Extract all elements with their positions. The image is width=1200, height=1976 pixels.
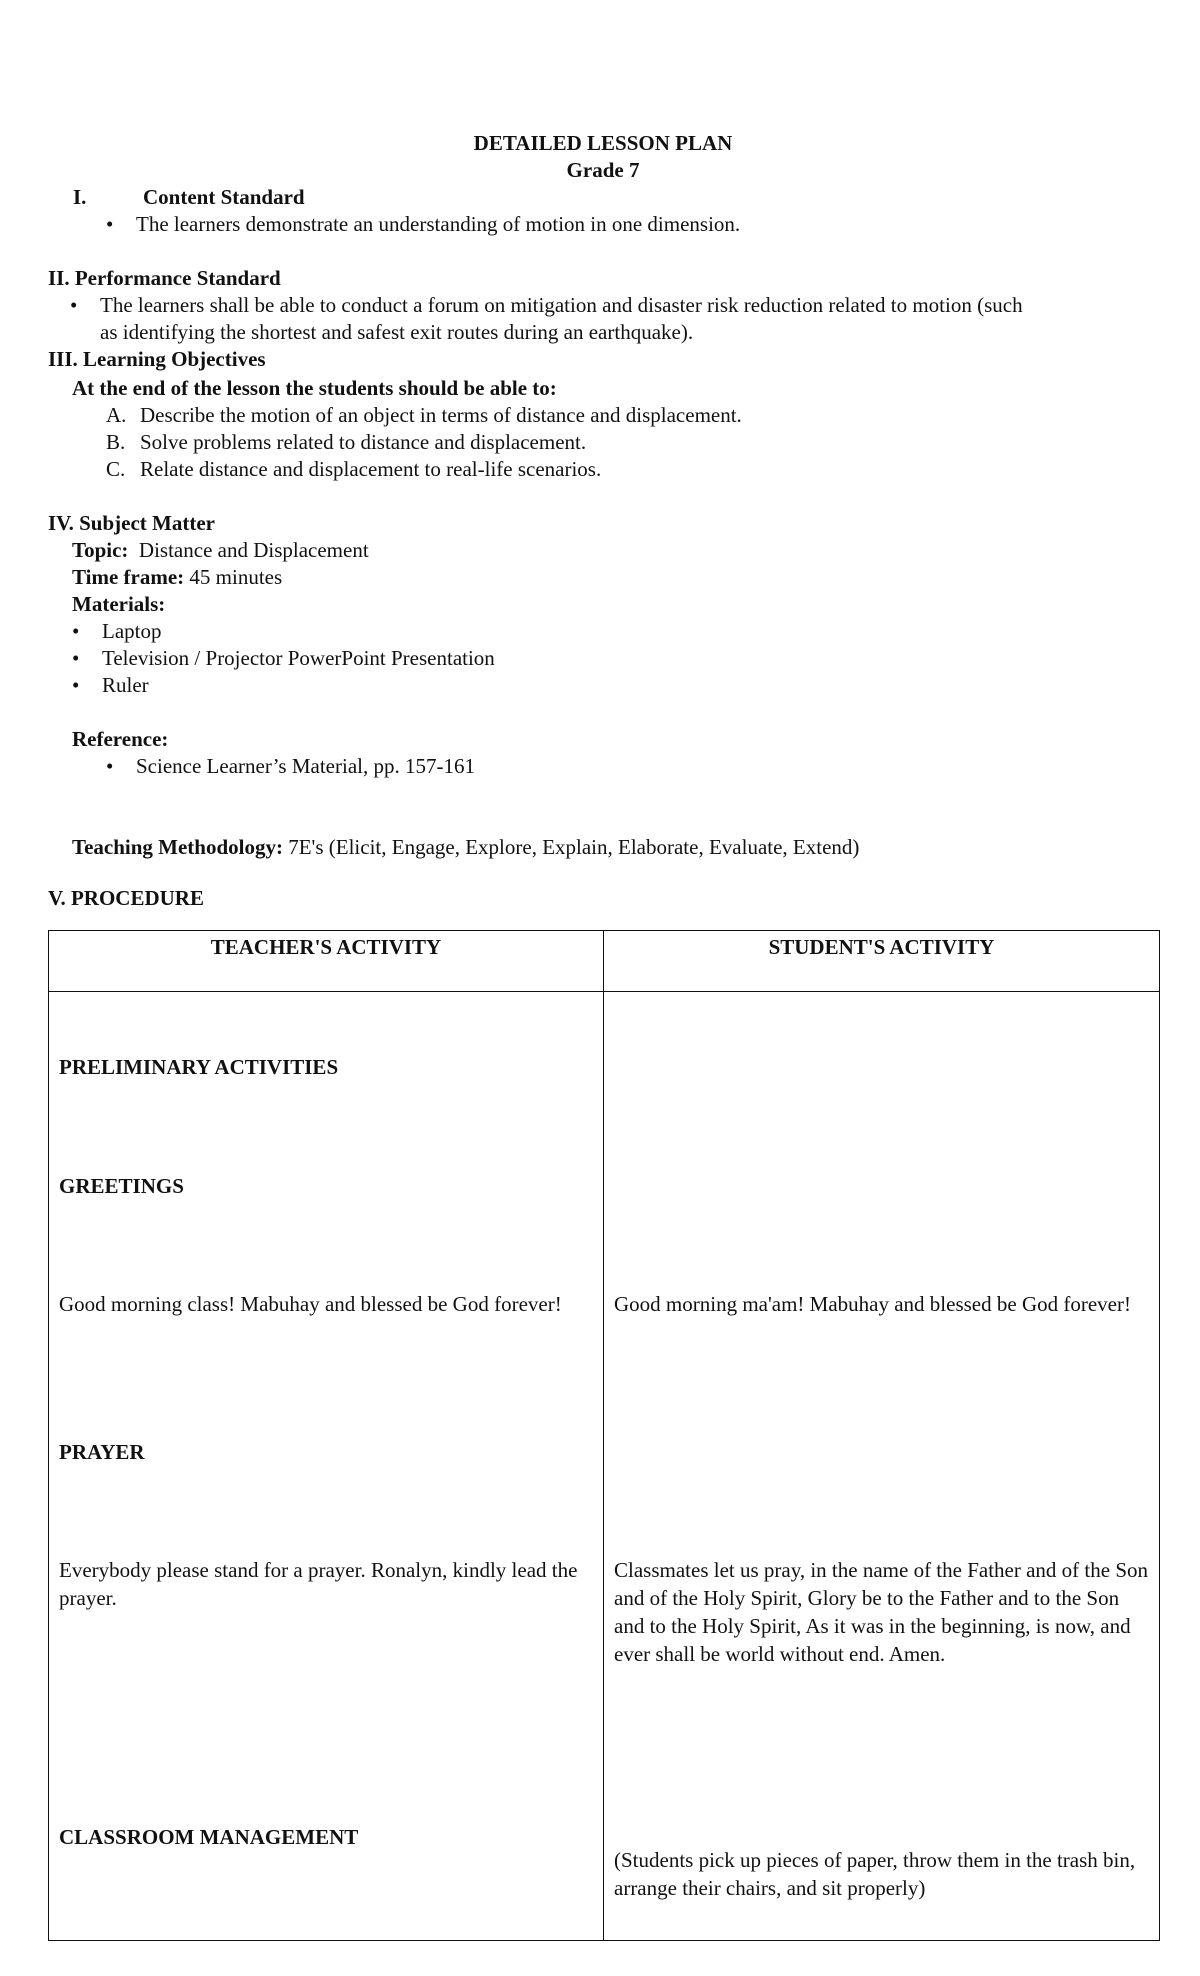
teacher-activity-cell (49, 992, 604, 1941)
greetings-heading: GREETINGS (59, 1174, 184, 1198)
bullet-icon: • (72, 646, 80, 670)
grade-label: Grade 7 (566, 158, 640, 182)
section-1-title: Content Standard (143, 185, 305, 209)
material-item: • Laptop (72, 619, 162, 643)
table-row (49, 992, 1160, 1941)
objectives-intro: At the end of the lesson the students should be able to: (72, 376, 557, 400)
section-2-bullet: • The learners shall be able to conduct a forum on mitigation and disaster risk reduction related to motion (such as identifying the shortest and safest exit routes during an earthquake). (70, 293, 1023, 344)
section-2-title: II. Performance Standard (48, 266, 281, 290)
material-item: • Ruler (72, 673, 149, 697)
document-title: DETAILED LESSON PLAN (473, 131, 733, 155)
section-5-title: V. PROCEDURE (48, 886, 204, 910)
teacher-prayer-text: Everybody please stand for a prayer. Ronalyn, kindly lead the prayer. (59, 1558, 578, 1610)
methodology-line: Teaching Methodology: 7E's (Elicit, Engage, Explore, Explain, Elaborate, Evaluate, Extend) (72, 835, 860, 859)
section-3-title: III. Learning Objectives (48, 347, 266, 371)
bullet-icon: • (72, 619, 80, 643)
section-1-bullet: • The learners demonstrate an understanding of motion in one dimension. (106, 212, 741, 236)
preliminary-heading: PRELIMINARY ACTIVITIES (59, 1055, 339, 1079)
student-activity-cell (604, 992, 1160, 1941)
section-1-heading (73, 184, 1158, 211)
material-item: • Television / Projector PowerPoint Presentation (72, 646, 495, 670)
lesson-plan-page (48, 130, 1158, 909)
objective-a: A. Describe the motion of an object in terms of distance and displacement. (106, 403, 742, 427)
teacher-column-header: TEACHER'S ACTIVITY (49, 931, 604, 992)
objective-b: B. Solve problems related to distance and displacement. (106, 430, 587, 454)
classroom-management-heading: CLASSROOM MANAGEMENT (59, 1825, 359, 1849)
bullet-icon: • (106, 754, 114, 778)
time-frame-line: Time frame: 45 minutes (72, 565, 283, 589)
section-4-title: IV. Subject Matter (48, 511, 215, 535)
reference-label: Reference: (72, 727, 169, 751)
bullet-icon: • (70, 293, 78, 317)
student-column-header: STUDENT'S ACTIVITY (604, 931, 1160, 992)
bullet-icon: • (72, 673, 80, 697)
prayer-heading: PRAYER (59, 1440, 145, 1464)
section-1-numeral: I. (73, 185, 87, 209)
topic-line: Topic: Distance and Displacement (72, 538, 369, 562)
student-prayer-text: Classmates let us pray, in the name of the Father and of the Son and of the Holy Spirit, Glory be to the Father and to the Son and to the Holy Spirit, As it was in the beginning, is now, and ever shall be world without end. Amen. (614, 1558, 1149, 1666)
bullet-icon: • (106, 212, 114, 236)
teacher-greeting-text: Good morning class! Mabuhay and blessed be God forever! (59, 1292, 562, 1316)
objective-c: C. Relate distance and displacement to real-life scenarios. (106, 457, 602, 481)
table-header-row (49, 931, 1160, 992)
materials-label: Materials: (72, 592, 166, 616)
reference-item: • Science Learner’s Material, pp. 157-161 (106, 754, 475, 778)
student-classroom-text: (Students pick up pieces of paper, throw them in the trash bin, arrange their chairs, and sit properly) (614, 1848, 1136, 1900)
procedure-table (48, 930, 1160, 1941)
student-greeting-text: Good morning ma'am! Mabuhay and blessed be God forever! (614, 1292, 1131, 1316)
